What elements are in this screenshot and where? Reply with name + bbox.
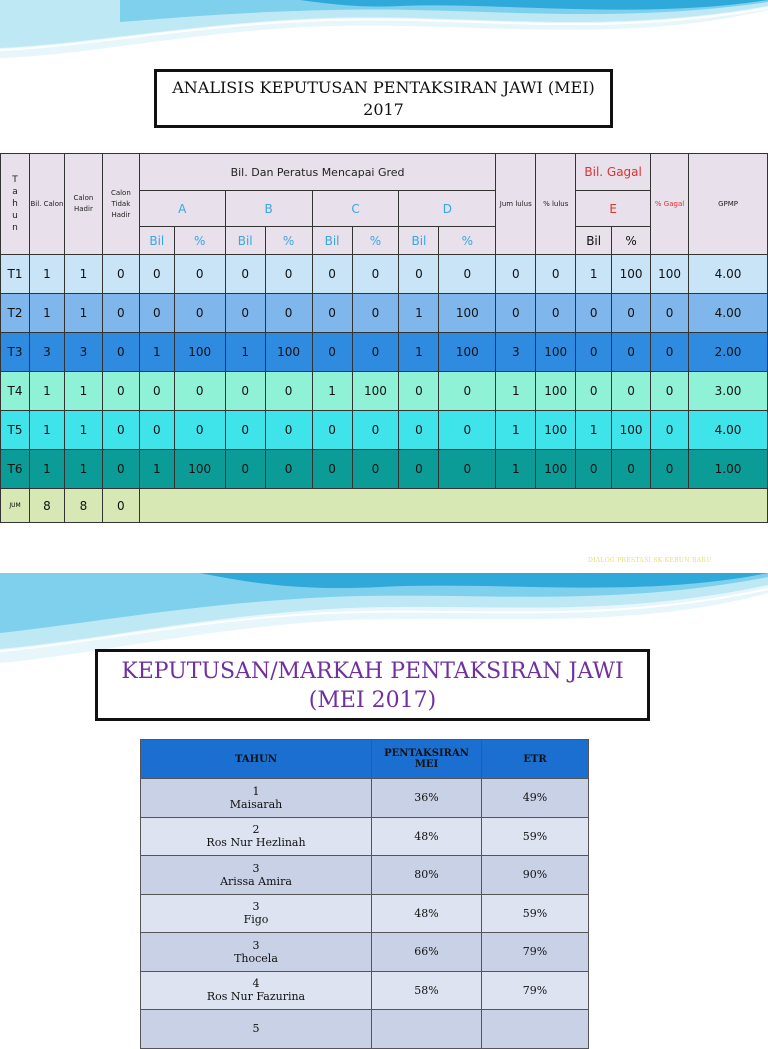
cell-d-pct: 0 [439, 450, 496, 489]
cell-gpmp: 1.00 [689, 450, 768, 489]
table-row [141, 817, 589, 856]
cell-a-bil: 1 [139, 333, 174, 372]
header-grade-e: E [576, 191, 651, 227]
cell-c-pct: 0 [352, 333, 399, 372]
cell-b-bil: 0 [225, 450, 265, 489]
cell-pct-lulus: 0 [536, 255, 576, 294]
tahun-number: 4 [252, 977, 260, 991]
header-c-bil: Bil [312, 227, 352, 255]
cell-c-bil: 0 [312, 255, 352, 294]
cell-etr: 59% [482, 894, 589, 933]
cell-b-pct: 100 [265, 333, 312, 372]
table-row [141, 779, 589, 818]
header-gpmp: GPMP [689, 154, 768, 255]
cell-pct-gagal: 0 [651, 450, 689, 489]
cell-pct-gagal: 0 [651, 294, 689, 333]
cell-a-pct: 0 [174, 294, 225, 333]
header-calon-hadir: Calon Hadir [64, 154, 102, 255]
cell-calon-tidak-hadir: 0 [102, 411, 139, 450]
header-group-gred: Bil. Dan Peratus Mencapai Gred [139, 154, 495, 191]
header-a-bil: Bil [139, 227, 174, 255]
tahun-number: 3 [252, 900, 260, 914]
cell-jum-lulus: 0 [496, 255, 536, 294]
cell-pentaksiran-mei: 36% [372, 779, 482, 818]
header-tahun: TAHUN [141, 740, 372, 779]
header-e-bil: Bil [576, 227, 612, 255]
cell-calon-hadir: 1 [64, 372, 102, 411]
cell-a-bil: 0 [139, 255, 174, 294]
cell-pentaksiran-mei [372, 1010, 482, 1049]
cell-a-bil: 0 [139, 372, 174, 411]
cell-e-bil: 0 [576, 450, 612, 489]
student-name: Maisarah [229, 797, 283, 811]
cell-etr: 79% [482, 933, 589, 972]
cell-c-bil: 0 [312, 333, 352, 372]
cell-pentaksiran-mei: 48% [372, 894, 482, 933]
marks-table [140, 739, 589, 1049]
cell-calon-hadir: 1 [64, 294, 102, 333]
cell-a-pct: 0 [174, 411, 225, 450]
cell-jum-lulus: 3 [496, 333, 536, 372]
cell-a-bil: 0 [139, 411, 174, 450]
student-name: Ros Nur Hezlinah [206, 836, 306, 850]
cell-etr: 59% [482, 817, 589, 856]
cell-b-pct: 0 [265, 255, 312, 294]
cell-c-bil: 0 [312, 294, 352, 333]
header-pct-gagal: % Gagal [651, 154, 689, 255]
header-bil-gagal: Bil. Gagal [576, 154, 651, 191]
cell-e-bil: 0 [576, 372, 612, 411]
cell-jum-lulus: 1 [496, 372, 536, 411]
cell-e-pct: 0 [612, 450, 651, 489]
cell-pct-gagal: 0 [651, 333, 689, 372]
header-d-pct: % [439, 227, 496, 255]
cell-e-pct: 0 [612, 294, 651, 333]
cell-calon-tidak-hadir: 0 [102, 255, 139, 294]
cell-gpmp: 4.00 [689, 411, 768, 450]
cell-calon-tidak-hadir: 0 [102, 294, 139, 333]
tahun-number: 1 [252, 784, 260, 798]
header-bil-calon: Bil. Calon [29, 154, 64, 255]
cell-calon-hadir: 3 [64, 333, 102, 372]
cell-c-bil: 1 [312, 372, 352, 411]
cell-calon-tidak-hadir: 0 [102, 333, 139, 372]
cell-a-pct: 0 [174, 255, 225, 294]
cell-b-bil: 0 [225, 294, 265, 333]
cell-pct-gagal: 0 [651, 411, 689, 450]
header-pct-lulus: % lulus [536, 154, 576, 255]
cell-jum-lulus: 0 [496, 294, 536, 333]
cell-b-pct: 0 [265, 411, 312, 450]
header-grade-a: A [139, 191, 225, 227]
header-etr: ETR [482, 740, 589, 779]
cell-tahun-nama [141, 817, 372, 856]
cell-d-pct: 0 [439, 411, 496, 450]
table-row [141, 933, 589, 972]
header-e-pct: % [612, 227, 651, 255]
page-title: KEPUTUSAN/MARKAH PENTAKSIRAN JAWI (MEI 2017) [95, 649, 650, 721]
cell-pct-lulus: 100 [536, 450, 576, 489]
cell-a-pct: 100 [174, 450, 225, 489]
cell-tahun-nama [141, 856, 372, 895]
cell-tahun-nama [141, 779, 372, 818]
table-row [1, 450, 768, 489]
jum-label: JUM [1, 489, 30, 523]
cell-tahun: T5 [1, 411, 30, 450]
cell-pentaksiran-mei: 48% [372, 817, 482, 856]
cell-pct-lulus: 100 [536, 411, 576, 450]
cell-pct-lulus: 100 [536, 372, 576, 411]
cell-bil-calon: 1 [29, 450, 64, 489]
cell-a-pct: 0 [174, 372, 225, 411]
cell-bil-calon: 1 [29, 294, 64, 333]
cell-tahun-nama [141, 894, 372, 933]
slide-keputusan [0, 573, 768, 1036]
table-row [1, 411, 768, 450]
header-d-bil: Bil [399, 227, 439, 255]
cell-b-bil: 0 [225, 255, 265, 294]
cell-a-pct: 100 [174, 333, 225, 372]
header-c-pct: % [352, 227, 399, 255]
header-b-pct: % [265, 227, 312, 255]
cell-tahun: T2 [1, 294, 30, 333]
tahun-number: 3 [252, 861, 260, 875]
cell-d-pct: 100 [439, 294, 496, 333]
wave-decoration [0, 0, 768, 70]
cell-tahun: T3 [1, 333, 30, 372]
cell-bil-calon: 1 [29, 372, 64, 411]
cell-c-pct: 0 [352, 450, 399, 489]
cell-pentaksiran-mei: 80% [372, 856, 482, 895]
cell-c-pct: 0 [352, 255, 399, 294]
cell-jum-lulus: 1 [496, 411, 536, 450]
cell-calon-hadir: 1 [64, 255, 102, 294]
cell-b-bil: 1 [225, 333, 265, 372]
cell-etr: 90% [482, 856, 589, 895]
cell-a-bil: 0 [139, 294, 174, 333]
cell-tahun: T1 [1, 255, 30, 294]
cell-b-pct: 0 [265, 450, 312, 489]
cell-tahun: T4 [1, 372, 30, 411]
cell-pentaksiran-mei: 66% [372, 933, 482, 972]
cell-tahun-nama [141, 971, 372, 1010]
cell-c-pct: 0 [352, 411, 399, 450]
cell-d-bil: 0 [399, 411, 439, 450]
cell-e-pct: 100 [612, 411, 651, 450]
tahun-number: 2 [252, 823, 260, 837]
cell-e-bil: 0 [576, 333, 612, 372]
cell-calon-tidak-hadir: 0 [102, 372, 139, 411]
cell-e-bil: 0 [576, 294, 612, 333]
header-grade-d: D [399, 191, 496, 227]
cell-tahun: T6 [1, 450, 30, 489]
header-grade-b: B [225, 191, 312, 227]
table-row [141, 894, 589, 933]
cell-calon-hadir: 1 [64, 411, 102, 450]
tahun-number: 3 [252, 938, 260, 952]
table-row [141, 971, 589, 1010]
cell-c-pct: 0 [352, 294, 399, 333]
student-name: Ros Nur Fazurina [206, 990, 306, 1004]
table-row [141, 1010, 589, 1049]
jum-empty [139, 489, 767, 523]
cell-d-bil: 0 [399, 372, 439, 411]
table-row [1, 333, 768, 372]
cell-d-pct: 100 [439, 333, 496, 372]
cell-d-bil: 0 [399, 255, 439, 294]
cell-e-bil: 1 [576, 411, 612, 450]
jum-bil-calon: 8 [29, 489, 64, 523]
cell-c-pct: 100 [352, 372, 399, 411]
cell-b-bil: 0 [225, 411, 265, 450]
cell-d-bil: 0 [399, 450, 439, 489]
cell-e-pct: 0 [612, 372, 651, 411]
cell-etr: 79% [482, 971, 589, 1010]
grade-analysis-table [0, 153, 768, 523]
table-row [1, 255, 768, 294]
cell-a-bil: 1 [139, 450, 174, 489]
cell-pentaksiran-mei: 58% [372, 971, 482, 1010]
cell-jum-lulus: 1 [496, 450, 536, 489]
cell-d-bil: 1 [399, 333, 439, 372]
header-a-pct: % [174, 227, 225, 255]
cell-gpmp: 4.00 [689, 294, 768, 333]
cell-d-pct: 0 [439, 255, 496, 294]
student-name: Figo [243, 913, 269, 927]
cell-etr [482, 1010, 589, 1049]
header-jum-lulus: Jum lulus [496, 154, 536, 255]
student-name: Thocela [234, 951, 278, 965]
cell-tahun-nama [141, 1010, 372, 1049]
cell-c-bil: 0 [312, 411, 352, 450]
tahun-number: 5 [252, 1022, 260, 1036]
cell-b-pct: 0 [265, 294, 312, 333]
header-tahun: T a h u n [1, 154, 30, 255]
cell-e-bil: 1 [576, 255, 612, 294]
jum-calon-hadir: 8 [64, 489, 102, 523]
cell-bil-calon: 3 [29, 333, 64, 372]
cell-etr: 49% [482, 779, 589, 818]
header-pentaksiran-mei: PENTAKSIRAN MEI [372, 740, 482, 779]
cell-e-pct: 0 [612, 333, 651, 372]
cell-d-bil: 1 [399, 294, 439, 333]
cell-gpmp: 4.00 [689, 255, 768, 294]
header-b-bil: Bil [225, 227, 265, 255]
footer-tag: DIALOG PRESTASI SK KEBUN BARU [588, 557, 712, 564]
cell-calon-tidak-hadir: 0 [102, 450, 139, 489]
cell-b-bil: 0 [225, 372, 265, 411]
header-grade-c: C [312, 191, 399, 227]
cell-gpmp: 3.00 [689, 372, 768, 411]
cell-bil-calon: 1 [29, 411, 64, 450]
cell-gpmp: 2.00 [689, 333, 768, 372]
cell-pct-gagal: 100 [651, 255, 689, 294]
cell-pct-lulus: 0 [536, 294, 576, 333]
page-title: ANALISIS KEPUTUSAN PENTAKSIRAN JAWI (MEI) 2017 [154, 69, 613, 128]
table-row [141, 856, 589, 895]
header-calon-tidak-hadir: Calon Tidak Hadir [102, 154, 139, 255]
cell-tahun-nama [141, 933, 372, 972]
table-row [1, 294, 768, 333]
student-name: Arissa Amira [220, 874, 292, 888]
jum-calon-tidak-hadir: 0 [102, 489, 139, 523]
cell-c-bil: 0 [312, 450, 352, 489]
cell-bil-calon: 1 [29, 255, 64, 294]
cell-b-pct: 0 [265, 372, 312, 411]
cell-pct-gagal: 0 [651, 372, 689, 411]
cell-e-pct: 100 [612, 255, 651, 294]
cell-d-pct: 0 [439, 372, 496, 411]
cell-pct-lulus: 100 [536, 333, 576, 372]
cell-calon-hadir: 1 [64, 450, 102, 489]
table-row [1, 372, 768, 411]
